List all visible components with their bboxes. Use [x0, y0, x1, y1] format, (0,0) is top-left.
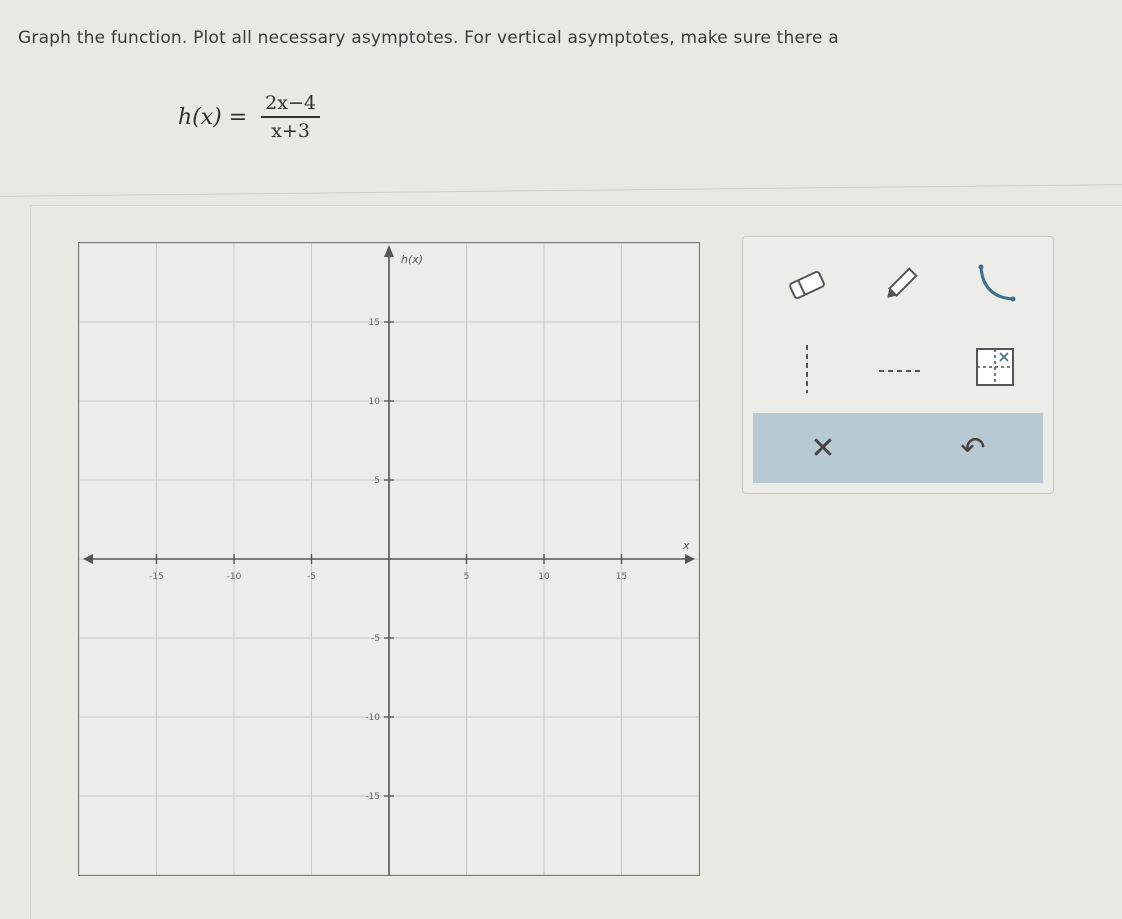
eraser-icon	[785, 267, 829, 303]
graph-area[interactable]	[78, 242, 700, 876]
eraser-tool[interactable]	[777, 259, 837, 311]
y-tick-label: -15	[365, 792, 380, 802]
question-prompt: Graph the function. Plot all necessary asymptotes. For vertical asymptotes, make sure there a	[18, 28, 839, 48]
function-fraction	[261, 92, 320, 142]
y-axis-label: h(x)	[401, 253, 424, 266]
coordinate-grid[interactable]	[79, 243, 699, 875]
x-axis-arrow-left	[83, 554, 93, 564]
function-equation	[178, 92, 320, 142]
graphing-toolbox	[742, 236, 1054, 494]
y-tick-label: 15	[368, 318, 380, 328]
y-tick-label: -5	[371, 634, 380, 644]
x-tick-label: 5	[463, 572, 470, 582]
y-tick-label: 10	[368, 397, 380, 407]
undo-button[interactable]	[903, 413, 1043, 483]
x-tick-label: -15	[149, 572, 164, 582]
curve-icon	[973, 263, 1017, 307]
asymptote-grid-icon	[973, 345, 1017, 389]
divider	[0, 184, 1122, 197]
pencil-tool[interactable]	[870, 259, 930, 311]
function-lhs: h(x) =	[178, 104, 248, 130]
function-numerator: 2x−4	[261, 92, 320, 118]
x-tick-label: -10	[226, 572, 242, 582]
close-icon: ✕	[810, 430, 836, 466]
x-tick-label: 10	[538, 572, 550, 582]
clear-button[interactable]	[753, 413, 893, 483]
y-axis-arrow	[384, 245, 394, 257]
undo-icon: ↶	[960, 430, 986, 466]
asymptote-grid-tool[interactable]	[965, 341, 1025, 393]
x-axis-arrow	[685, 554, 695, 564]
horizontal-asymptote-tool[interactable]	[870, 343, 930, 395]
y-tick-label: -10	[365, 713, 380, 723]
y-tick-label: 5	[374, 476, 380, 486]
x-axis-label: x	[683, 539, 690, 552]
vertical-asymptote-tool[interactable]	[777, 343, 837, 395]
pencil-icon	[880, 265, 920, 305]
horizontal-dashed-line-icon	[875, 359, 925, 379]
function-denominator: x+3	[271, 120, 310, 142]
vertical-dashed-line-icon	[797, 343, 817, 395]
action-bar	[753, 413, 1043, 483]
x-tick-label: 15	[615, 572, 628, 582]
x-tick-label: -5	[307, 572, 316, 582]
curve-tool[interactable]	[965, 259, 1025, 311]
